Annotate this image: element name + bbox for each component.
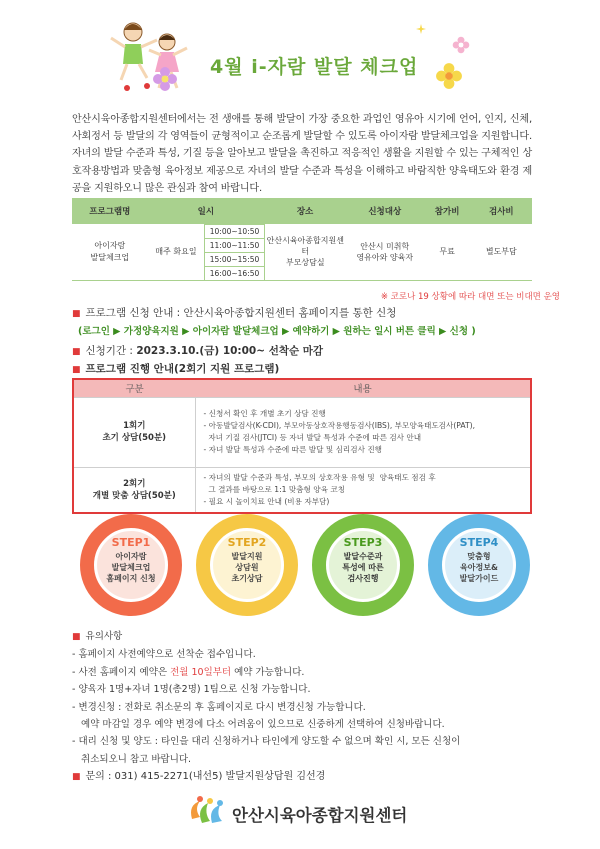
bullet-icon: ■ bbox=[72, 365, 81, 375]
session-category: 2회기 개별 맞춤 상담(50분) bbox=[73, 467, 195, 513]
covid-note: ※ 코로나 19 상황에 따라 대면 또는 비대면 운영 bbox=[380, 292, 560, 302]
table-header: 구분 bbox=[73, 379, 195, 397]
session-category: 1회기 초기 상담(50분) bbox=[73, 397, 195, 467]
step-body: 발달수준과 특성에 따른 검사진행 bbox=[342, 552, 384, 583]
program-name: 아이자람 발달체크업 bbox=[72, 224, 148, 280]
note-text: - 변경신청 : 전화로 취소문의 후 홈페이지로 다시 변경신청 가능합니다. bbox=[72, 701, 366, 713]
table-header: 내용 bbox=[195, 379, 531, 397]
program-place: 안산시육아종합지원센터 부모상담실 bbox=[264, 224, 346, 280]
time-slot: 11:00~11:50 bbox=[205, 238, 264, 252]
footer-logo bbox=[186, 793, 426, 833]
org-name: 안산시육아종합지원센터 bbox=[232, 806, 408, 825]
program-fee: 무료 bbox=[424, 224, 471, 280]
session-description bbox=[195, 467, 531, 513]
description-line: - 자녀 발달 특성과 수준에 따른 발달 및 심리검사 진행 bbox=[203, 445, 383, 454]
notes-section bbox=[72, 628, 542, 768]
step-content bbox=[448, 534, 510, 596]
time-slot: 15:00~15:50 bbox=[205, 252, 264, 266]
note-line bbox=[72, 646, 542, 663]
step-body: 맞춤형 육아정보& 발달가이드 bbox=[459, 552, 499, 583]
table-row bbox=[73, 467, 531, 513]
table-header: 일시 bbox=[148, 198, 265, 224]
program-target: 안산시 미취학 영유아와 양육자 bbox=[346, 224, 424, 280]
step-title: STEP2 bbox=[227, 536, 267, 549]
apply-info bbox=[72, 305, 396, 320]
note-text: - 양육자 1명+자녀 1명(총2명) 1팀으로 신청 가능합니다. bbox=[72, 684, 311, 696]
header bbox=[0, 0, 600, 110]
sparkle-icon bbox=[416, 24, 426, 34]
description-line: - 아동발달검사(K-CDI), 부모아동상호작용행동검사(IBS), 부모양육태도검사(PAT), bbox=[203, 421, 476, 430]
table-header-row bbox=[73, 379, 531, 397]
progress-heading bbox=[72, 361, 279, 376]
note-highlight: 전월 10일부터 bbox=[170, 666, 232, 678]
step-2 bbox=[194, 512, 300, 618]
time-slot: 10:00~10:50 bbox=[205, 224, 264, 238]
table-header: 검사비 bbox=[471, 198, 532, 224]
step-title: STEP4 bbox=[459, 536, 499, 549]
table-header: 참가비 bbox=[424, 198, 471, 224]
description-line: - 자녀의 발달 수준과 특성, 부모의 상호작용 유형 및 양육태도 점검 후 bbox=[203, 472, 436, 482]
note-line bbox=[72, 716, 542, 733]
flower-icon bbox=[152, 66, 178, 92]
page-title: 4월 i-자람 발달 체크업 bbox=[210, 56, 419, 78]
table-header: 장소 bbox=[264, 198, 346, 224]
note-text: - 사전 홈페이지 예약은 bbox=[72, 666, 171, 678]
period-value: 2023.3.10.(금) 10:00~ 선착순 마감 bbox=[136, 345, 324, 357]
table-header: 신청대상 bbox=[346, 198, 424, 224]
step-title: STEP1 bbox=[111, 536, 151, 549]
step-content bbox=[100, 534, 162, 596]
note-line bbox=[72, 699, 542, 716]
bullet-icon: ■ bbox=[72, 632, 81, 642]
period-label: 신청기간 : bbox=[85, 345, 137, 357]
note-line bbox=[72, 733, 542, 750]
program-day: 매주 화요일 bbox=[148, 224, 205, 280]
note-text: 예약 가능합니다. bbox=[231, 666, 305, 678]
progress-table bbox=[72, 378, 532, 514]
note-line bbox=[72, 751, 542, 768]
table-header-row bbox=[72, 198, 532, 224]
table-row bbox=[72, 224, 532, 238]
flower-icon bbox=[435, 62, 463, 90]
step-4 bbox=[426, 512, 532, 618]
step-3 bbox=[310, 512, 416, 618]
table-header: 프로그램명 bbox=[72, 198, 148, 224]
note-text: - 대리 신청 및 양도 : 타인을 대리 신청하거나 타인에게 양도할 수 없으며 확인 시, 모든 신청이 bbox=[72, 736, 461, 748]
note-text: 예약 마감일 경우 예약 변경에 다소 어려움이 있으므로 신중하게 선택하여 신청바랍니다. bbox=[72, 719, 445, 731]
bullet-icon: ■ bbox=[72, 772, 81, 782]
description-line: - 필요 시 놀이치료 안내 (비용 자부담) bbox=[203, 496, 330, 506]
description-line: - 신청서 확인 후 개별 초기 상담 진행 bbox=[203, 409, 326, 418]
contact-info bbox=[72, 767, 325, 782]
notes-heading bbox=[72, 628, 542, 646]
note-text: 취소되오니 참고 바랍니다. bbox=[72, 753, 192, 765]
flower-icon bbox=[452, 36, 470, 54]
step-content bbox=[216, 534, 278, 596]
step-body: 아이자람 발달체크업 홈페이지 신청 bbox=[106, 552, 156, 583]
contact-text: 문의 : 031) 415-2271(내선5) 발달지원상담원 김선경 bbox=[85, 771, 326, 782]
step-title: STEP3 bbox=[343, 536, 383, 549]
progress-label: 프로그램 진행 안내(2회기 지원 프로그램) bbox=[85, 363, 280, 375]
children-illustration bbox=[105, 20, 195, 95]
session-description bbox=[195, 397, 531, 467]
table-row bbox=[73, 397, 531, 467]
description-line: 그 결과를 바탕으로 1:1 맞춤형 양육 코칭 bbox=[203, 484, 346, 494]
note-line bbox=[72, 681, 542, 698]
program-info-table bbox=[72, 198, 532, 281]
bullet-icon: ■ bbox=[72, 347, 81, 357]
note-line bbox=[72, 664, 542, 681]
notes-heading-label: 유의사항 bbox=[85, 631, 123, 642]
program-test-fee: 별도부담 bbox=[471, 224, 532, 280]
bullet-icon: ■ bbox=[72, 309, 81, 319]
apply-label: 프로그램 신청 안내 : 안산시육아종합지원센터 홈페이지를 통한 신청 bbox=[85, 307, 397, 319]
time-slot: 16:00~16:50 bbox=[205, 266, 264, 280]
apply-period bbox=[72, 343, 323, 358]
steps-diagram bbox=[70, 512, 540, 622]
description-line: 자녀 기질 검사(JTCI) 등 자녀 발달 특성과 수준에 따른 검사 안내 bbox=[203, 433, 422, 442]
note-text: - 홈페이지 사전예약으로 선착순 접수입니다. bbox=[72, 649, 256, 661]
intro-paragraph: 안산시육아종합지원센터에서는 전 생애를 통해 발달이 가장 중요한 과업인 영유아 시기에 언어, 인지, 신체, 사회정서 등 발달의 각 영역들이 균형적이고 순조롭게 발달할 수 있도록 아이자람 발달체크업을 지원합니다. 자녀의 발달 수준과 특성, 기질 등을 알아보고 발달을 촉진하고 적응적인 생활을 지원할 수 있는 구체적인 상호작용방법과 맞춤형 육아정보 제공으로 자녀의 발달 수준과 특성을 이해하고 바람직한 양육태도와 환경 제공을 지원하오니 많은 관심과 참여 바랍니다. bbox=[72, 114, 532, 194]
step-body: 발달지원 상담원 초기상담 bbox=[231, 552, 263, 583]
step-1 bbox=[78, 512, 184, 618]
org-logo-icon bbox=[186, 793, 228, 831]
step-content bbox=[332, 534, 394, 596]
apply-path: (로그인 ▶ 가정양육지원 ▶ 아이자람 발달체크업 ▶ 예약하기 ▶ 원하는 일시 버튼 클릭 ▶ 신청 ) bbox=[78, 326, 476, 337]
